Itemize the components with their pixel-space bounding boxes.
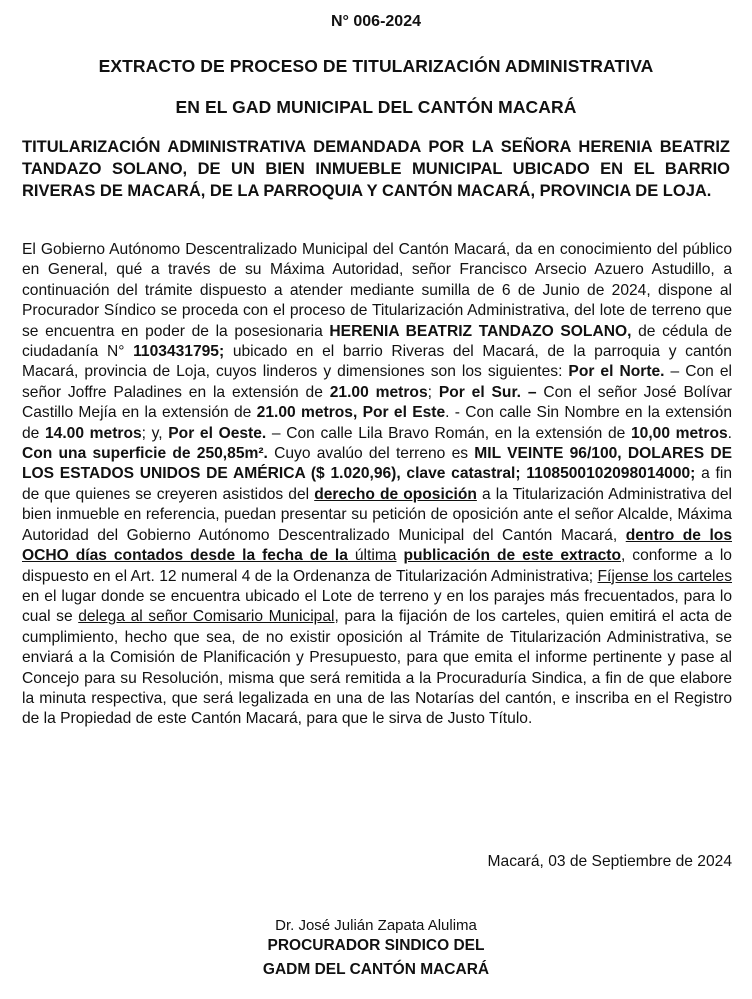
west-extension: 10,00 metros [630, 424, 728, 442]
surface-area: Con una superficie de 250,85m². [22, 445, 268, 463]
deadline-notice-word: última [347, 547, 397, 565]
boundary-west-label: Por el Oeste. [168, 424, 267, 442]
signatory-title: PROCURADOR SINDICO DEL [267, 937, 485, 954]
signatory-name: Dr. José Julián Zapata Alulima [275, 917, 477, 934]
body-text-run: , conforme a lo dispuesto en el Art. 12 numeral 4 de la Ordenanza de Titularización Administrativa; [22, 547, 732, 585]
valuation-amount: MIL VEINTE 96/100, DOLARES DE LOS ESTADOS UNIDOS DE AMÉRICA ($ 1.020,96), clave catastral; 1108500102098014000; [22, 445, 732, 483]
deadline-notice-end: publicación de este extracto [403, 547, 621, 565]
place-date: Macará, 03 de Septiembre de 2024 [487, 853, 732, 870]
body-text-run: a fin de que quienes se creyeren asistidos del [22, 465, 732, 503]
body-text-run: – Con el señor Joffre Paladines en la extensión de [22, 363, 732, 401]
applicant-name: HERENIA BEATRIZ TANDAZO SOLANO, [329, 322, 632, 340]
opposition-right: derecho de oposición [314, 485, 477, 503]
signatory-institution: GADM DEL CANTÓN MACARÁ [262, 961, 490, 978]
body-text-run: . - Con calle Sin Nombre en la extensión de [22, 404, 732, 442]
body-text-run: en el lugar donde se encuentra ubicado el Lote de terreno y en los parajes más frecuentados, para lo cual se [22, 587, 732, 626]
document-subtitle: TITULARIZACIÓN ADMINISTRATIVA DEMANDADA POR LA SEÑORA HERENIA BEATRIZ TANDAZO SOLANO, DE UN BIEN INMUEBLE MUNICIPAL UBICADO EN EL BARRIO RIVERAS DE MACARÁ, DE LA PARROQUIA Y CANTÓN MACARÁ, PROVINCIA DE LOJA. [22, 138, 730, 200]
south-east-extension: 21.00 metros, Por el Este [256, 404, 446, 422]
body-text-run: Cuyo avalúo del terreno es [267, 445, 475, 463]
document-title-institution: EN EL GAD MUNICIPAL DEL CANTÓN MACARÁ [175, 97, 577, 117]
body-text-run: de cédula de ciudadanía N° [22, 322, 733, 361]
north-extension: 21.00 metros [329, 383, 428, 401]
document-number: N° 006-2024 [330, 13, 421, 30]
body-text-run: a la Titularización Administrativa del bien inmueble en referencia, puedan presentar su petición de oposición ante el señor Alcalde, Máxima Autoridad del Gobierno Autónomo Descentralizado Municipal del Cantón Macará, [22, 485, 732, 544]
boundary-south-label: Por el Sur. – [438, 383, 537, 401]
posting-instruction: Fíjense los carteles [597, 567, 732, 585]
body-text-run: – Con calle Lila Bravo Román, en la extensión de [266, 424, 631, 442]
body-text-run: ; y, [141, 424, 169, 442]
boundary-north-label: Por el Norte. [568, 363, 665, 381]
east-extension: 14.00 metros [45, 424, 142, 442]
delegation-instruction: delega al señor Comisario Municipal [78, 608, 335, 626]
body-text-run: . [727, 424, 732, 442]
deadline-notice: dentro de los OCHO días contados desde la fecha de la [22, 526, 732, 565]
document-title: EXTRACTO DE PROCESO DE TITULARIZACIÓN ADMINISTRATIVA [98, 56, 654, 76]
body-text-run: Con el señor José Bolívar Castillo Mejía en la extensión de [22, 383, 732, 422]
body-text-run: ubicado en el barrio Riveras del Macará, de la parroquia y cantón Macará, provincia de Loja, cuyos linderos y dimensiones son los siguientes: [22, 343, 732, 381]
id-number: 1103431795; [133, 343, 225, 361]
body-text-run: ; [427, 383, 439, 401]
body-text-run: El Gobierno Autónomo Descentralizado Municipal del Cantón Macará, da en conocimiento del público en General, qué a través de su Máxima Autoridad, señor Francisco Arsecio Azuero Astudillo, a continuación del trámite dispuesto a atender mediante sumilla de 6 de Junio de 2024, dispone al Procurador Síndico se proceda con el proceso de Titularización Administrativa, del lote de terreno que se encuentra en poder de la posesionaria [22, 241, 732, 340]
body-text-run: , para la fijación de los carteles, quien emitirá el acta de cumplimiento, hecho que sea, de no existir oposición al Trámite de Titularización Administrativa, se enviará a la Comisión de Planificación y Presupuesto, para que emita el informe pertinente y pase al Concejo para su Resolución, misma que será remitida a la Procuraduría Sindica, a fin de que elabore la minuta respectiva, que será legalizada en una de las Notarías del cantón, e inscriba en el Registro de la Propiedad de este Cantón Macará, para que le sirva de Justo Título. [22, 608, 732, 728]
body-paragraph [22, 240, 732, 730]
